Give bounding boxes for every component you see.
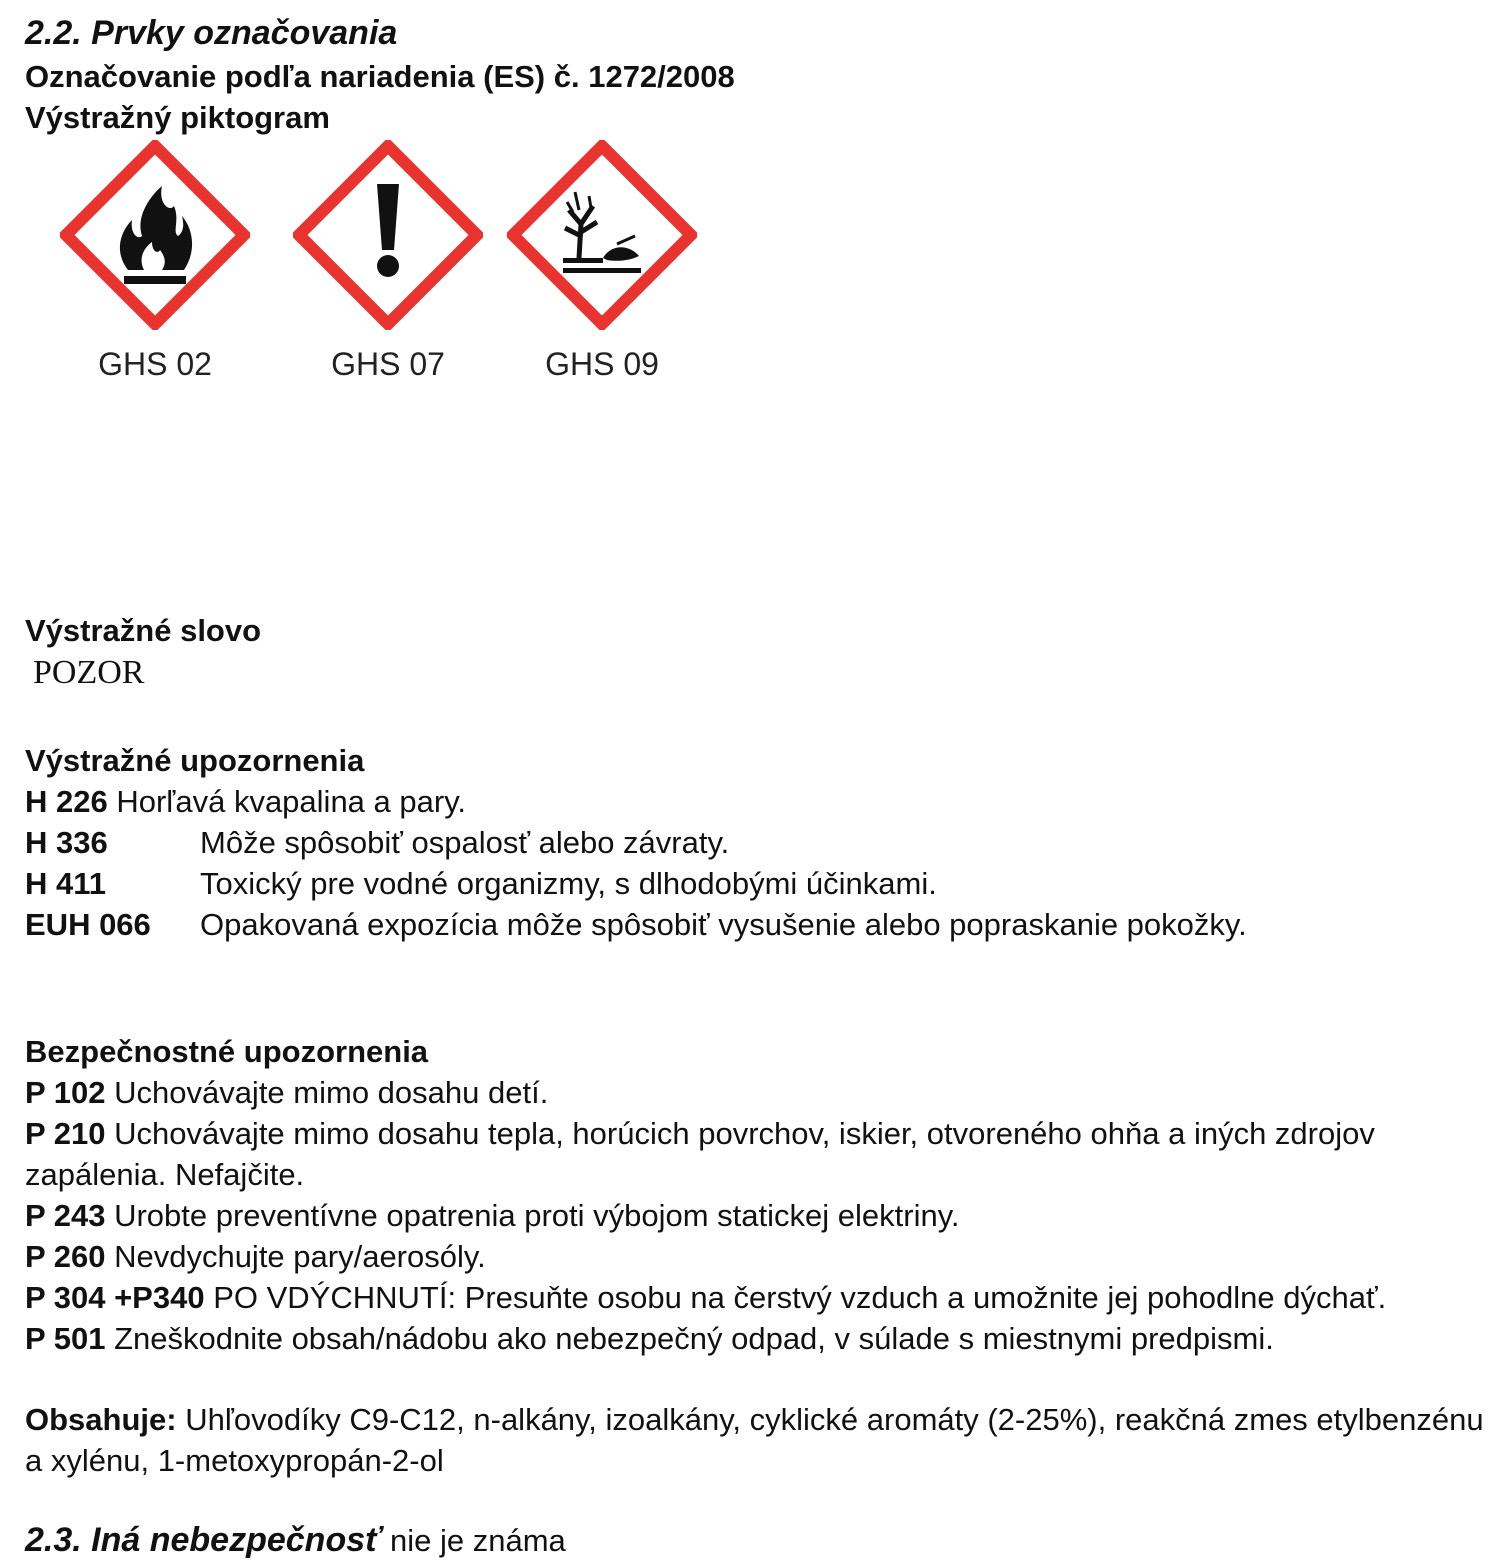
precautionary-statement [25, 1236, 1485, 1277]
pictogram-label: GHS 02 [98, 346, 212, 382]
statement-code: P 102 [25, 1075, 106, 1110]
document-page [25, 10, 1485, 1564]
statement-code: P 243 [25, 1198, 106, 1233]
precautionary-statement [25, 1318, 1485, 1359]
statement-code: P 260 [25, 1239, 106, 1274]
pictogram-ghs09 [502, 140, 702, 384]
statement-text: Môže spôsobiť ospalosť alebo závraty. [200, 825, 730, 860]
statement-code: P 210 [25, 1116, 106, 1151]
contains-paragraph [25, 1399, 1485, 1481]
statement-code: H 336 [25, 825, 108, 860]
statement-code: P 304 +P340 [25, 1280, 205, 1315]
flame-icon [60, 140, 250, 330]
statement-code: P 501 [25, 1321, 106, 1356]
pictogram-ghs07 [288, 140, 488, 384]
hazard-statement [25, 904, 1485, 945]
pictogram-label: GHS 07 [331, 346, 445, 382]
statement-code: H 226 [25, 784, 108, 819]
statement-text: Zneškodnite obsah/nádobu ako nebezpečný odpad, v súlade s miestnymi predpismi. [114, 1321, 1274, 1356]
regulation-heading: Označovanie podľa nariadenia (ES) č. 1272/2008 [25, 59, 735, 94]
hazard-statement [25, 822, 1485, 863]
statement-text: Nevdychujte pary/aerosóly. [114, 1239, 486, 1274]
signal-word-heading: Výstražné slovo [25, 613, 262, 648]
environment-icon [507, 140, 697, 330]
section-2-3-text: nie je známa [390, 1523, 566, 1558]
precautionary-statement [25, 1113, 1485, 1195]
signal-word: POZOR [33, 654, 145, 691]
pictogram-label: GHS 09 [545, 346, 659, 382]
exclamation-icon [293, 140, 483, 330]
pictogram-heading: Výstražný piktogram [25, 100, 330, 135]
hazard-statement [25, 863, 1485, 904]
statement-text: Toxický pre vodné organizmy, s dlhodobými účinkami. [200, 866, 937, 901]
precautionary-statements-heading: Bezpečnostné upozornenia [25, 1034, 429, 1069]
statement-text: Urobte preventívne opatrenia proti výbojom statickej elektriny. [114, 1198, 960, 1233]
statement-text: Uchovávajte mimo dosahu detí. [114, 1075, 549, 1110]
contains-label: Obsahuje: [25, 1402, 177, 1437]
precautionary-statement [25, 1195, 1485, 1236]
statement-text: PO VDÝCHNUTÍ: Presuňte osobu na čerstvý vzduch a umožnite jej pohodlne dýchať. [213, 1280, 1387, 1315]
precautionary-statement [25, 1072, 1485, 1113]
contains-text: Uhľovodíky C9-C12, n-alkány, izoalkány, cyklické aromáty (2-25%), reakčná zmes etylbenzénu a xylénu, 1-metoxypropán-2-ol [25, 1402, 1484, 1478]
statement-text: Opakovaná expozícia môže spôsobiť vysušenie alebo popraskanie pokožky. [200, 907, 1247, 942]
statement-text: Horľavá kvapalina a pary. [116, 784, 467, 819]
pictogram-row [25, 140, 1485, 410]
statement-text: Uchovávajte mimo dosahu tepla, horúcich povrchov, iskier, otvoreného ohňa a iných zdrojov zapálenia. Nefajčite. [25, 1116, 1375, 1192]
precautionary-statement [25, 1277, 1485, 1318]
hazard-statement [25, 781, 1485, 822]
pictogram-ghs02 [55, 140, 255, 384]
section-2-3 [25, 1517, 1485, 1564]
statement-code: H 411 [25, 866, 107, 901]
hazard-statements-heading: Výstražné upozornenia [25, 743, 365, 778]
section-2-2-title: 2.2. Prvky označovania [25, 14, 398, 52]
statement-code: EUH 066 [25, 907, 151, 942]
section-2-3-title: 2.3. Iná nebezpečnosť [25, 1521, 382, 1559]
